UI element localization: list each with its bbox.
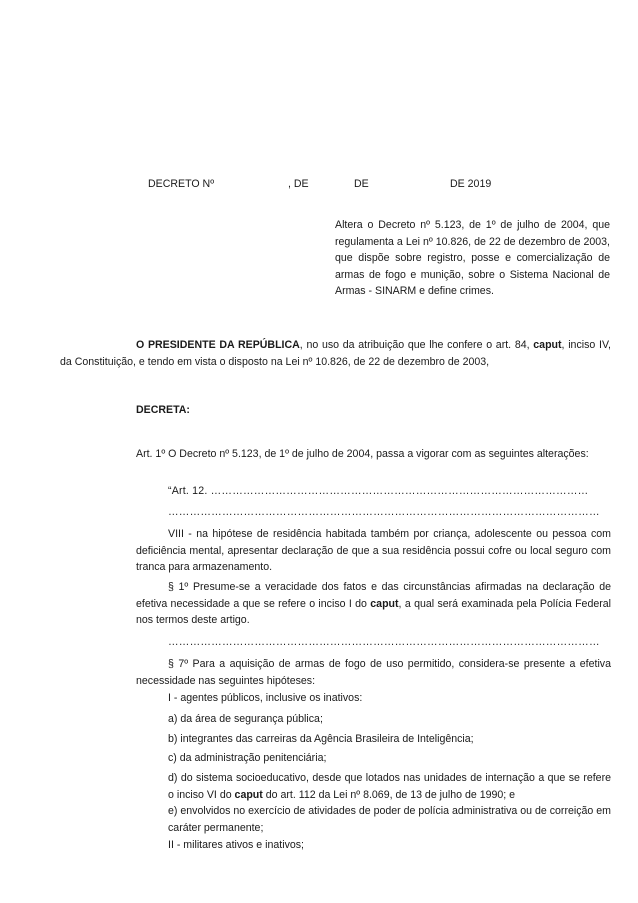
decree-title-de2: DE	[354, 178, 369, 190]
paragraph-1	[136, 579, 611, 629]
paragraph-1-a: § 1º Presume-se a veracidade dos fatos e das circunstâncias afirmadas na declaração de efetiva necessidade a que se refere o inciso I do	[136, 581, 611, 610]
preamble-lead: O PRESIDENTE DA REPÚBLICA	[136, 339, 300, 351]
dots-line-1: …………………………………………………………………………………………………………	[168, 506, 600, 518]
item-ii: II - militares ativos e inativos;	[168, 839, 304, 851]
item-d-caput: caput	[234, 788, 263, 801]
inciso-viii: VIII - na hipótese de residência habitada também por criança, adolescente ou pessoa com deficiência mental, apresentar declaração de que a sua residência possui cofre ou local seguro com tranca para armazenamento.	[136, 528, 611, 573]
item-d-b: do art. 112 da Lei nº 8.069, de 13 de julho de 1990; e	[262, 788, 516, 801]
decreta-heading	[136, 402, 190, 419]
item-c: c) da administração penitenciária;	[168, 752, 327, 764]
article-1	[60, 446, 611, 463]
article-1-text: Art. 1º O Decreto nº 5.123, de 1º de julho de 2004, passa a vigorar com as seguintes alterações:	[136, 448, 589, 460]
decree-title-de1: , DE	[288, 178, 309, 190]
preamble-text-a: , no uso da atribuição que lhe confere o art. 84,	[299, 339, 534, 351]
item-d-a: d) do sistema socioeducativo, desde que lotados nas unidades de internação a que se refere o inciso VI do	[168, 772, 611, 801]
decree-title-label: DECRETO Nº	[148, 178, 215, 190]
decreta-text: DECRETA:	[136, 404, 190, 416]
preamble	[60, 337, 611, 370]
item-b: b) integrantes das carreiras da Agência Brasileira de Inteligência;	[168, 733, 474, 745]
preamble-text-b: , inciso IV, da Constituição, e tendo em vista o disposto na Lei nº 10.826, de 22 de dezembro de 2003,	[60, 339, 611, 368]
decree-title	[148, 176, 508, 192]
dots-line-2: …………………………………………………………………………………………………………	[168, 636, 600, 648]
item-d	[168, 770, 611, 803]
paragraph-7: § 7º Para a aquisição de armas de fogo de uso permitido, considera-se presente a efetiva necessidade nas seguintes hipóteses:	[136, 658, 611, 687]
item-a: a) da área de segurança pública;	[168, 713, 323, 725]
art12-line: “Art. 12. ……………………………………………………………………………………………	[168, 485, 589, 497]
item-i: I - agentes públicos, inclusive os inativos:	[168, 692, 363, 704]
preamble-caput: caput	[533, 339, 562, 351]
paragraph-1-caput: caput	[370, 597, 399, 610]
paragraph-1-b: , a qual será examinada pela Polícia Federal nos termos deste artigo.	[136, 597, 611, 626]
decree-title-year: DE 2019	[450, 178, 492, 190]
ementa: Altera o Decreto nº 5.123, de 1º de julho de 2004, que regulamenta a Lei nº 10.826, de 22 de dezembro de 2003, que dispõe sobre registro, posse e comercialização de armas de fogo e munição, sobre o Sistema Nacional de Armas - SINARM e define crimes.	[335, 219, 610, 297]
item-e: e) envolvidos no exercício de atividades de poder de polícia administrativa ou de correição em caráter permanente;	[168, 805, 611, 834]
